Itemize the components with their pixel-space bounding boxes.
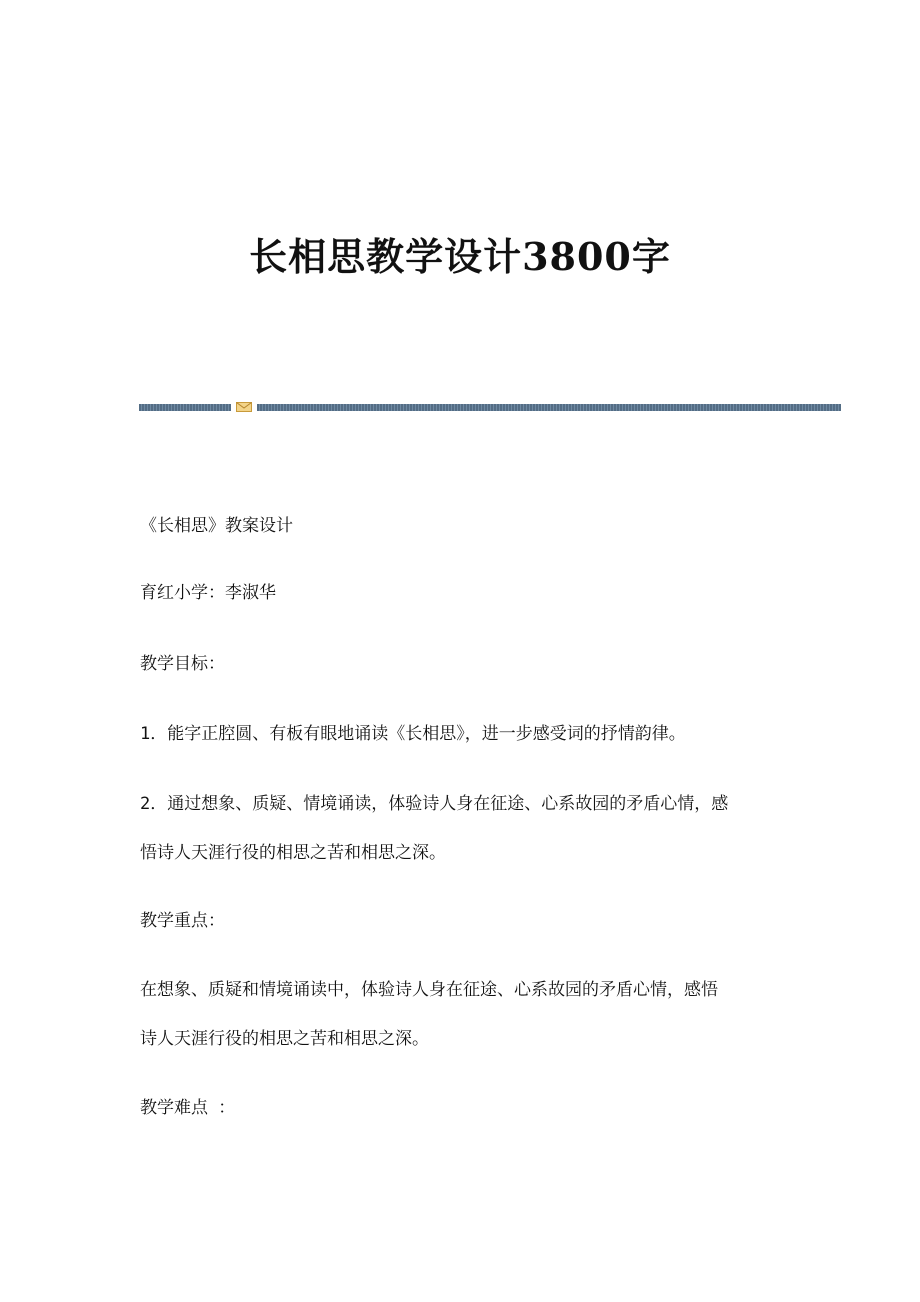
body-line: 教学重点：: [140, 911, 225, 931]
divider-bar-left: [139, 404, 231, 411]
body-line: 在想象、质疑和情境诵读中，体验诗人身在征途、心系故园的矛盾心情，感悟: [140, 980, 718, 1000]
title-divider: [139, 402, 841, 412]
body-line: 教学难点 ：: [140, 1098, 236, 1118]
document-title: 长相思教学设计3800字: [249, 234, 671, 279]
divider-bar-right: [257, 404, 841, 411]
body-line: 育红小学：李淑华: [140, 583, 276, 603]
body-line: 悟诗人天涯行役的相思之苦和相思之深。: [140, 843, 446, 863]
body-line: 2．通过想象、质疑、情境诵读，体验诗人身在征途、心系故园的矛盾心情，感: [140, 794, 729, 814]
body-line: 1．能字正腔圆、有板有眼地诵读《长相思》，进一步感受词的抒情韵律。: [140, 724, 686, 744]
envelope-ornament-icon: [236, 402, 252, 412]
body-line: 教学目标：: [140, 654, 225, 674]
body-line: 《长相思》教案设计: [140, 516, 293, 536]
body-line: 诗人天涯行役的相思之苦和相思之深。: [140, 1029, 429, 1049]
